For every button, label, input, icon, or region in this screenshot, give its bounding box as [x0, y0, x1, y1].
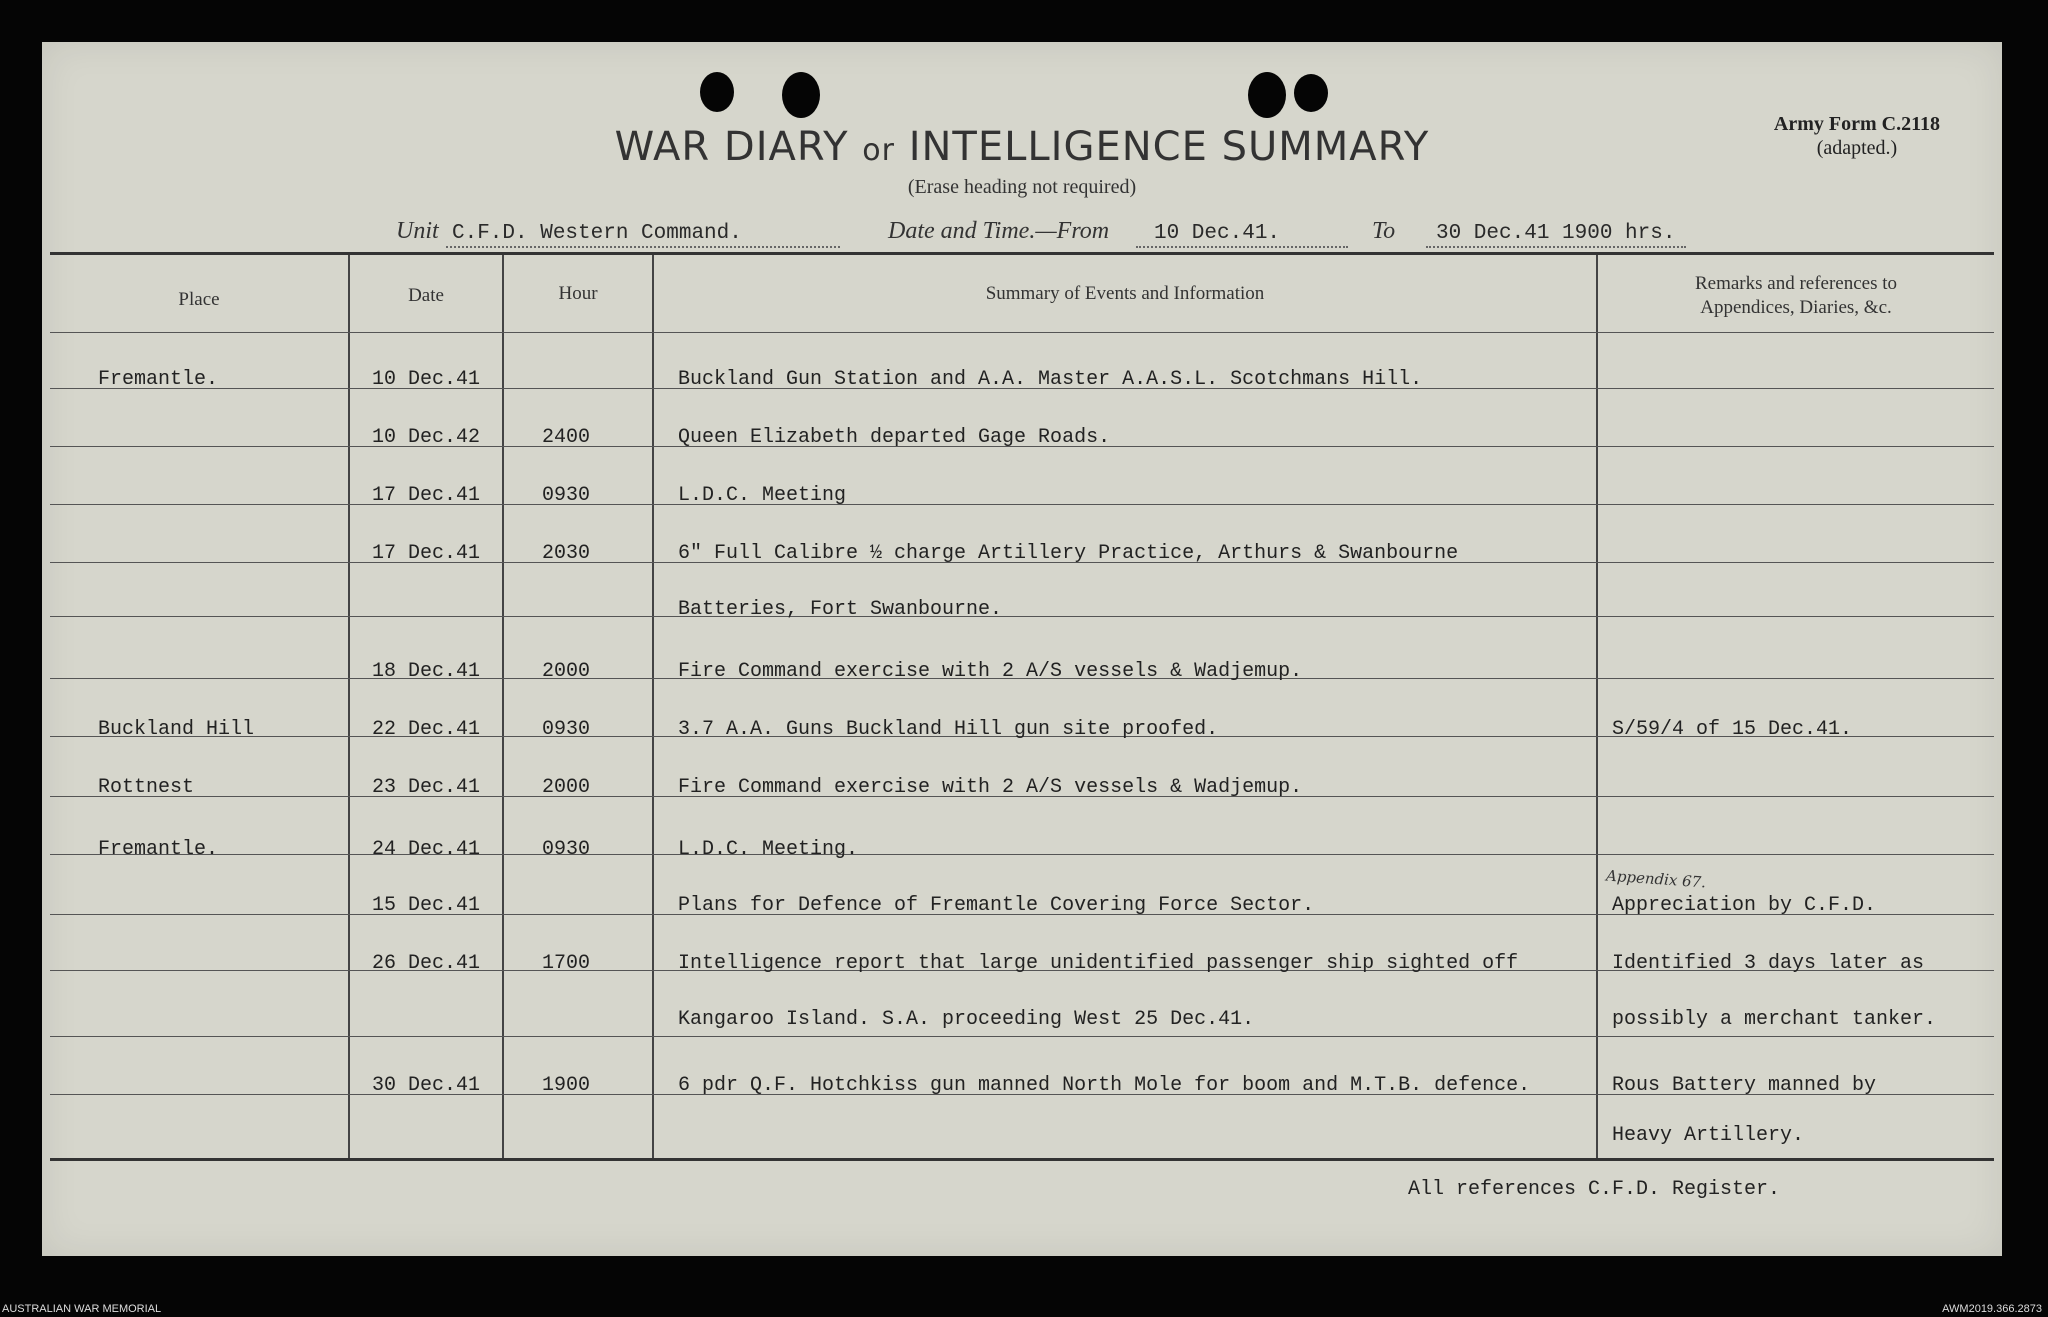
cell-summary: Buckland Gun Station and A.A. Master A.A.S.L. Scotchmans Hill.	[678, 368, 1423, 391]
cell-hour: 1700	[542, 952, 591, 975]
cell-summary: Fire Command exercise with 2 A/S vessels & Wadjemup.	[678, 660, 1303, 683]
cell-summary: Batteries, Fort Swanbourne.	[678, 598, 1003, 621]
cell-date: 15 Dec.41	[372, 894, 481, 917]
cell-summary: Plans for Defence of Fremantle Covering Force Sector.	[678, 894, 1315, 917]
cell-remarks: Appreciation by C.F.D.	[1612, 894, 1877, 917]
document-page	[42, 42, 2002, 1256]
cell-date: 18 Dec.41	[372, 660, 481, 683]
table-bottom-border	[50, 1158, 1994, 1161]
cell-remarks: Identified 3 days later as	[1612, 952, 1925, 975]
to-label: To	[1372, 218, 1396, 244]
cell-hour: 2000	[542, 660, 591, 683]
cell-date: 24 Dec.41	[372, 838, 481, 861]
cell-place: Buckland Hill	[98, 718, 255, 741]
cell-summary: Intelligence report that large unidentified passenger ship sighted off	[678, 952, 1519, 975]
cell-summary: 6" Full Calibre ½ charge Artillery Practice, Arthurs & Swanbourne	[678, 542, 1459, 565]
cell-hour: 0930	[542, 718, 591, 741]
row-rule	[50, 504, 1994, 505]
to-value: 30 Dec.41 1900 hrs.	[1436, 222, 1676, 245]
row-rule	[50, 332, 1994, 333]
cell-hour: 1900	[542, 1074, 591, 1097]
document-subtitle: (Erase heading not required)	[907, 176, 1137, 198]
row-rule	[50, 616, 1994, 617]
column-divider	[652, 255, 654, 1158]
cell-summary: Queen Elizabeth departed Gage Roads.	[678, 426, 1111, 449]
date-time-label: Date and Time.—From	[888, 218, 1110, 244]
column-divider	[502, 255, 504, 1158]
cell-date: 26 Dec.41	[372, 952, 481, 975]
row-rule	[50, 1036, 1994, 1037]
cell-date: 30 Dec.41	[372, 1074, 481, 1097]
column-header-place: Place	[178, 289, 220, 310]
column-header-date: Date	[408, 285, 444, 306]
cell-remarks: Heavy Artillery.	[1612, 1124, 1805, 1147]
cell-remarks: possibly a merchant tanker.	[1612, 1008, 1937, 1031]
cell-date: 23 Dec.41	[372, 776, 481, 799]
punch-hole	[1294, 74, 1328, 112]
unit-label: Unit	[396, 218, 439, 244]
cell-hour: 0930	[542, 484, 591, 507]
footer-note: All references C.F.D. Register.	[1408, 1178, 1781, 1201]
cell-summary: L.D.C. Meeting.	[678, 838, 859, 861]
cell-hour: 2000	[542, 776, 591, 799]
column-divider	[348, 255, 350, 1158]
cell-date: 10 Dec.41	[372, 368, 481, 391]
table-top-border	[50, 252, 1994, 255]
cell-summary: 3.7 A.A. Guns Buckland Hill gun site proofed.	[678, 718, 1219, 741]
cell-remarks: S/59/4 of 15 Dec.41.	[1612, 718, 1853, 741]
form-reference: Army Form C.2118 (adapted.)	[1773, 113, 1940, 159]
from-value: 10 Dec.41.	[1154, 222, 1281, 245]
cell-summary: L.D.C. Meeting	[678, 484, 847, 507]
cell-place: Fremantle.	[98, 838, 219, 861]
handwritten-note: Appendix 67.	[1605, 866, 1707, 892]
punch-hole	[782, 72, 820, 118]
cell-place: Fremantle.	[98, 368, 219, 391]
unit-value: C.F.D. Western Command.	[452, 222, 742, 245]
cell-remarks: Rous Battery manned by	[1612, 1074, 1877, 1097]
cell-hour: 2030	[542, 542, 591, 565]
column-divider	[1596, 255, 1598, 1158]
credit-left: AUSTRALIAN WAR MEMORIAL	[2, 1303, 162, 1315]
cell-hour: 0930	[542, 838, 591, 861]
cell-date: 17 Dec.41	[372, 484, 481, 507]
cell-summary: Kangaroo Island. S.A. proceeding West 25 Dec.41.	[678, 1008, 1255, 1031]
cell-hour: 2400	[542, 426, 591, 449]
cell-date: 22 Dec.41	[372, 718, 481, 741]
column-header-hour: Hour	[558, 283, 598, 304]
punch-hole	[1248, 72, 1286, 118]
cell-place: Rottnest	[98, 776, 195, 799]
cell-date: 10 Dec.42	[372, 426, 481, 449]
cell-summary: 6 pdr Q.F. Hotchkiss gun manned North Mole for boom and M.T.B. defence.	[678, 1074, 1531, 1097]
punch-hole	[700, 72, 734, 112]
document-title: WAR DIARY or INTELLIGENCE SUMMARY	[614, 124, 1430, 170]
column-header-summary: Summary of Events and Information	[985, 283, 1265, 304]
cell-date: 17 Dec.41	[372, 542, 481, 565]
credit-right: AWM2019.366.2873	[1942, 1303, 2042, 1315]
cell-summary: Fire Command exercise with 2 A/S vessels & Wadjemup.	[678, 776, 1303, 799]
row-rule	[50, 854, 1994, 855]
column-header-remarks: Remarks and references to Appendices, Diaries, &c.	[1694, 273, 1898, 318]
